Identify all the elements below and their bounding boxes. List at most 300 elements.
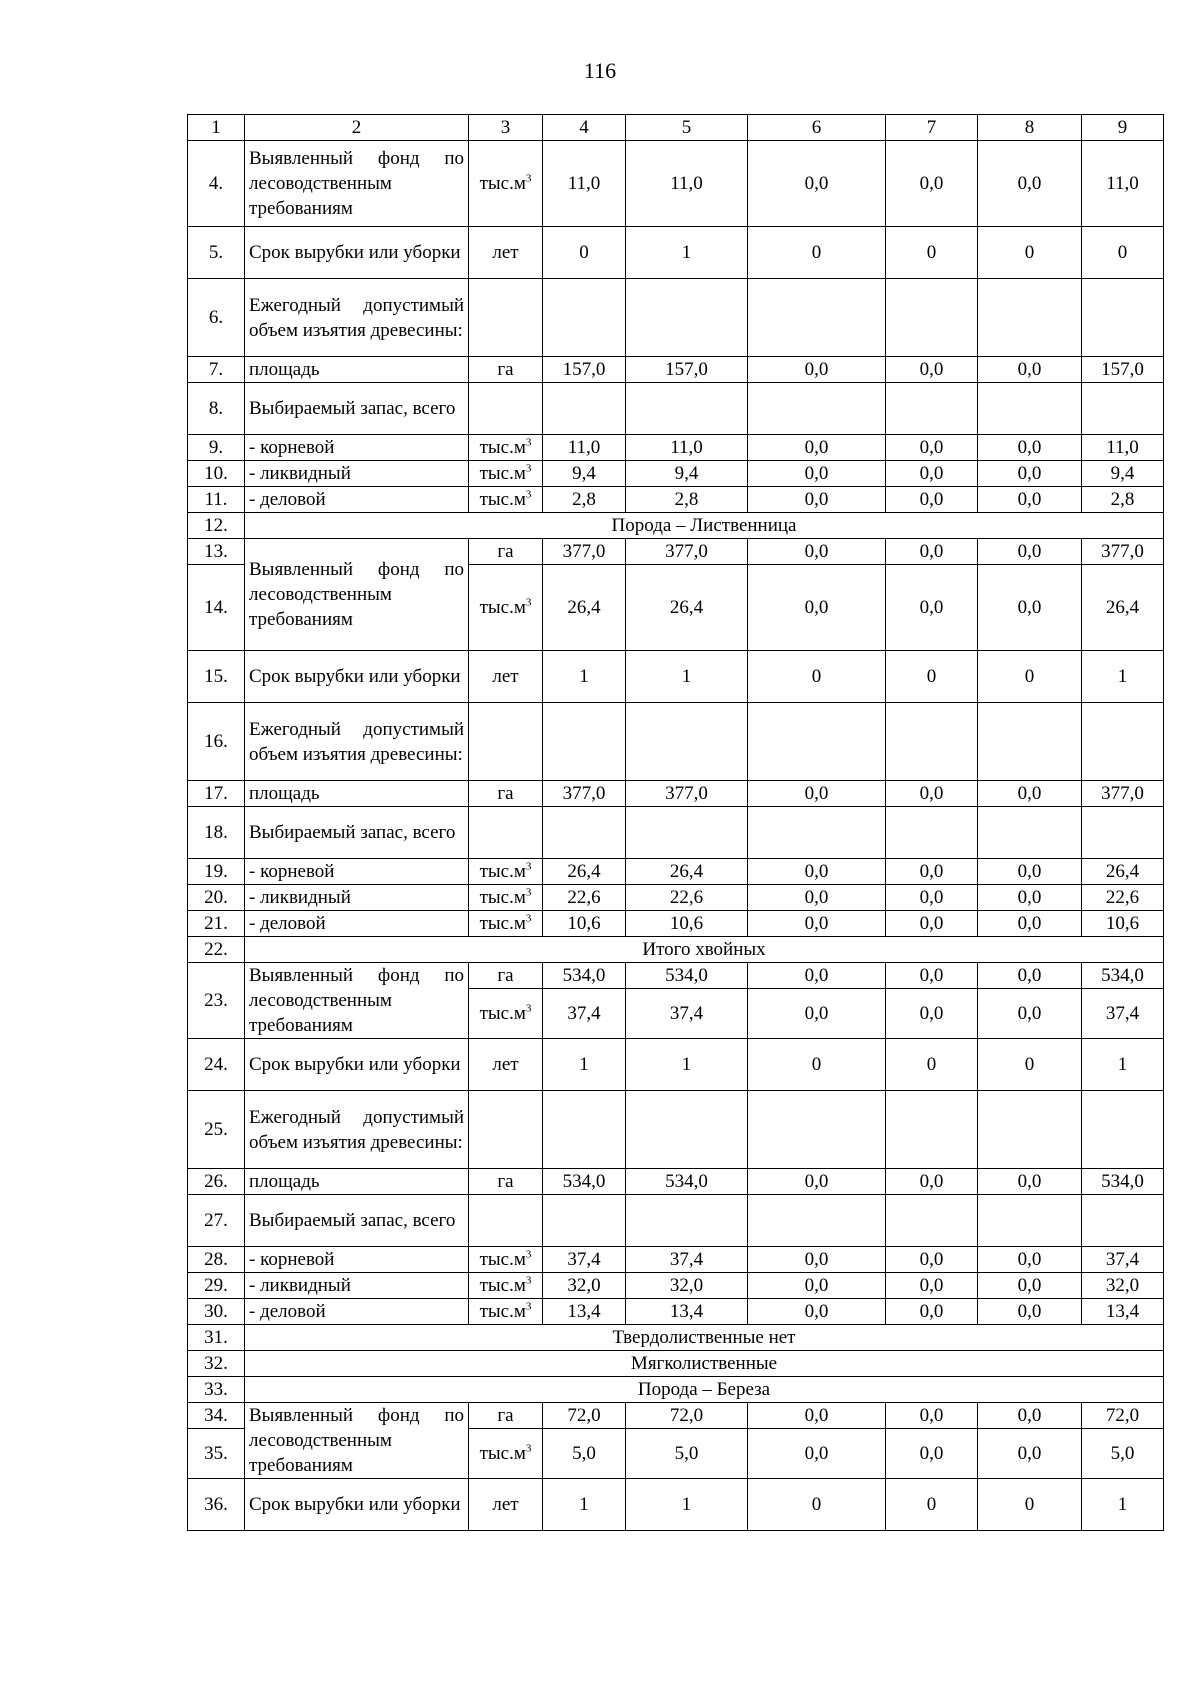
- value-cell: 0,0: [748, 885, 886, 911]
- unit-exponent: 3: [525, 886, 532, 899]
- value-cell: [886, 807, 978, 859]
- value-cell: 5,0: [626, 1429, 748, 1479]
- value-cell: 0,0: [748, 989, 886, 1039]
- row-number: 4.: [188, 141, 245, 227]
- value-cell: 0,0: [748, 859, 886, 885]
- value-cell: 2,8: [1082, 487, 1164, 513]
- value-cell: 0,0: [886, 911, 978, 937]
- value-cell: 37,4: [626, 989, 748, 1039]
- value-cell: 11,0: [543, 435, 626, 461]
- value-cell: 0,0: [886, 487, 978, 513]
- unit-cell: [469, 1247, 543, 1273]
- section-title: Мягколиственные: [245, 1351, 1164, 1377]
- value-cell: 0,0: [886, 859, 978, 885]
- value-cell: 534,0: [626, 963, 748, 989]
- row-label: площадь: [245, 1169, 469, 1195]
- row-number: 25.: [188, 1091, 245, 1169]
- section-title: Твердолиственные нет: [245, 1325, 1164, 1351]
- value-cell: 10,6: [626, 911, 748, 937]
- value-cell: [626, 703, 748, 781]
- value-cell: 9,4: [1082, 461, 1164, 487]
- table-row: [188, 963, 1164, 989]
- table-row: [188, 279, 1164, 357]
- value-cell: [543, 383, 626, 435]
- value-cell: [1082, 279, 1164, 357]
- value-cell: [543, 1091, 626, 1169]
- value-cell: 1: [1082, 1039, 1164, 1091]
- table-row: [188, 807, 1164, 859]
- value-cell: 0,0: [886, 141, 978, 227]
- unit-cell: [469, 781, 543, 807]
- value-cell: [543, 703, 626, 781]
- row-label: - ликвидный: [245, 1273, 469, 1299]
- value-cell: 22,6: [543, 885, 626, 911]
- value-cell: [886, 1091, 978, 1169]
- value-cell: 0,0: [748, 461, 886, 487]
- row-number: 22.: [188, 937, 245, 963]
- row-number: 28.: [188, 1247, 245, 1273]
- value-cell: 0,0: [978, 885, 1082, 911]
- row-label: - ликвидный: [245, 885, 469, 911]
- value-cell: 0,0: [886, 989, 978, 1039]
- row-label: площадь: [245, 357, 469, 383]
- section-row: [188, 937, 1164, 963]
- table-row: [188, 227, 1164, 279]
- row-number: 15.: [188, 651, 245, 703]
- table-row: [188, 781, 1164, 807]
- row-label: Выбираемый запас, всего: [245, 383, 469, 435]
- value-cell: 0,0: [978, 1429, 1082, 1479]
- unit-exponent: 3: [525, 1442, 532, 1455]
- unit-cell: [469, 963, 543, 989]
- value-cell: [626, 383, 748, 435]
- value-cell: 0: [978, 1039, 1082, 1091]
- value-cell: [978, 1091, 1082, 1169]
- unit-cell: [469, 487, 543, 513]
- unit-cell: [469, 1039, 543, 1091]
- value-cell: 72,0: [626, 1403, 748, 1429]
- header-cell: 1: [188, 115, 245, 141]
- unit-exponent: 3: [525, 912, 532, 925]
- row-number: 34.: [188, 1403, 245, 1429]
- row-number: 36.: [188, 1479, 245, 1531]
- unit-cell: [469, 565, 543, 651]
- header-cell: 6: [748, 115, 886, 141]
- value-cell: [748, 1091, 886, 1169]
- value-cell: [1082, 1091, 1164, 1169]
- value-cell: 37,4: [1082, 1247, 1164, 1273]
- section-row: [188, 513, 1164, 539]
- value-cell: 0,0: [748, 781, 886, 807]
- section-title: Итого хвойных: [245, 937, 1164, 963]
- header-cell: 8: [978, 115, 1082, 141]
- table-row: [188, 435, 1164, 461]
- table-row: [188, 1299, 1164, 1325]
- value-cell: [978, 383, 1082, 435]
- value-cell: [748, 383, 886, 435]
- value-cell: 11,0: [626, 435, 748, 461]
- value-cell: 0,0: [886, 1273, 978, 1299]
- value-cell: 0,0: [886, 539, 978, 565]
- value-cell: 13,4: [1082, 1299, 1164, 1325]
- unit-text: тыс.м: [479, 887, 526, 908]
- row-number: 23.: [188, 963, 245, 1039]
- value-cell: 157,0: [626, 357, 748, 383]
- unit-cell: [469, 1479, 543, 1531]
- row-number: 27.: [188, 1195, 245, 1247]
- value-cell: 0: [543, 227, 626, 279]
- unit-cell: [469, 703, 543, 781]
- row-number: 35.: [188, 1429, 245, 1479]
- unit-text: тыс.м: [479, 1249, 526, 1270]
- table-row: [188, 1195, 1164, 1247]
- table-row: [188, 1169, 1164, 1195]
- value-cell: [543, 1195, 626, 1247]
- value-cell: 1: [626, 227, 748, 279]
- row-label: Выбираемый запас, всего: [245, 807, 469, 859]
- unit-text: га: [497, 1171, 514, 1192]
- value-cell: 72,0: [1082, 1403, 1164, 1429]
- value-cell: 0,0: [978, 357, 1082, 383]
- value-cell: 377,0: [543, 539, 626, 565]
- value-cell: [978, 1195, 1082, 1247]
- value-cell: 0,0: [886, 781, 978, 807]
- value-cell: 5,0: [1082, 1429, 1164, 1479]
- row-number: 32.: [188, 1351, 245, 1377]
- unit-text: тыс.м: [479, 1003, 526, 1024]
- row-number: 33.: [188, 1377, 245, 1403]
- unit-text: га: [497, 541, 514, 562]
- value-cell: 11,0: [543, 141, 626, 227]
- value-cell: 0,0: [978, 1299, 1082, 1325]
- unit-cell: [469, 807, 543, 859]
- row-label: - деловой: [245, 1299, 469, 1325]
- value-cell: 0,0: [978, 461, 1082, 487]
- value-cell: 377,0: [1082, 781, 1164, 807]
- value-cell: 0,0: [978, 911, 1082, 937]
- value-cell: 0,0: [886, 565, 978, 651]
- value-cell: 2,8: [543, 487, 626, 513]
- value-cell: 0,0: [978, 1403, 1082, 1429]
- value-cell: [626, 1195, 748, 1247]
- value-cell: 157,0: [1082, 357, 1164, 383]
- value-cell: [748, 703, 886, 781]
- value-cell: 32,0: [626, 1273, 748, 1299]
- header-cell: 3: [469, 115, 543, 141]
- unit-text: лет: [492, 242, 519, 263]
- value-cell: 1: [626, 1039, 748, 1091]
- unit-cell: [469, 1403, 543, 1429]
- value-cell: 0,0: [748, 1273, 886, 1299]
- page-number: 116: [583, 58, 617, 83]
- value-cell: 26,4: [1082, 565, 1164, 651]
- table-row: [188, 911, 1164, 937]
- unit-exponent: 3: [525, 172, 532, 185]
- unit-cell: [469, 911, 543, 937]
- unit-text: лет: [492, 1054, 519, 1075]
- value-cell: 0: [886, 1039, 978, 1091]
- table-row: [188, 1091, 1164, 1169]
- header-row: [188, 115, 1164, 141]
- row-number: 20.: [188, 885, 245, 911]
- row-number: 9.: [188, 435, 245, 461]
- row-label: - корневой: [245, 859, 469, 885]
- value-cell: 10,6: [1082, 911, 1164, 937]
- unit-text: га: [497, 1405, 514, 1426]
- row-label: Ежегодный допустимый объем изъятия древесины:: [245, 279, 469, 357]
- value-cell: 0,0: [886, 435, 978, 461]
- value-cell: 0,0: [886, 1169, 978, 1195]
- table-row: [188, 383, 1164, 435]
- row-number: 26.: [188, 1169, 245, 1195]
- value-cell: 11,0: [626, 141, 748, 227]
- table-row: [188, 1479, 1164, 1531]
- unit-cell: [469, 1169, 543, 1195]
- value-cell: 32,0: [543, 1273, 626, 1299]
- row-number: 24.: [188, 1039, 245, 1091]
- unit-cell: [469, 1091, 543, 1169]
- value-cell: 0,0: [978, 781, 1082, 807]
- value-cell: 72,0: [543, 1403, 626, 1429]
- value-cell: 534,0: [1082, 963, 1164, 989]
- row-number: 8.: [188, 383, 245, 435]
- value-cell: 0,0: [978, 859, 1082, 885]
- unit-exponent: 3: [525, 436, 532, 449]
- value-cell: 11,0: [1082, 435, 1164, 461]
- value-cell: 0: [748, 651, 886, 703]
- value-cell: 1: [543, 1479, 626, 1531]
- row-number: 10.: [188, 461, 245, 487]
- value-cell: [886, 1195, 978, 1247]
- value-cell: 377,0: [1082, 539, 1164, 565]
- value-cell: 0,0: [886, 885, 978, 911]
- value-cell: [543, 807, 626, 859]
- unit-text: тыс.м: [479, 913, 526, 934]
- unit-text: тыс.м: [479, 437, 526, 458]
- value-cell: 1: [626, 651, 748, 703]
- value-cell: 0: [748, 227, 886, 279]
- unit-cell: [469, 989, 543, 1039]
- value-cell: 32,0: [1082, 1273, 1164, 1299]
- value-cell: 26,4: [626, 565, 748, 651]
- value-cell: 0,0: [886, 357, 978, 383]
- unit-cell: [469, 357, 543, 383]
- value-cell: [978, 703, 1082, 781]
- table-row: [188, 1247, 1164, 1273]
- table-row: [188, 357, 1164, 383]
- unit-text: лет: [492, 1494, 519, 1515]
- table-row: [188, 651, 1164, 703]
- unit-cell: [469, 279, 543, 357]
- value-cell: 534,0: [1082, 1169, 1164, 1195]
- row-label: - ликвидный: [245, 461, 469, 487]
- row-number: 31.: [188, 1325, 245, 1351]
- row-label: - корневой: [245, 435, 469, 461]
- value-cell: 37,4: [1082, 989, 1164, 1039]
- value-cell: [978, 279, 1082, 357]
- value-cell: 0: [748, 1479, 886, 1531]
- value-cell: [748, 807, 886, 859]
- row-number: 14.: [188, 565, 245, 651]
- value-cell: 0,0: [886, 1429, 978, 1479]
- row-number: 6.: [188, 279, 245, 357]
- table-row: [188, 1273, 1164, 1299]
- forest-table: [187, 114, 1164, 1531]
- table-row: [188, 703, 1164, 781]
- unit-cell: [469, 461, 543, 487]
- value-cell: 377,0: [626, 539, 748, 565]
- value-cell: 37,4: [543, 1247, 626, 1273]
- value-cell: 26,4: [626, 859, 748, 885]
- row-number: 29.: [188, 1273, 245, 1299]
- section-title: Порода – Береза: [245, 1377, 1164, 1403]
- value-cell: 1: [543, 651, 626, 703]
- value-cell: 0,0: [978, 989, 1082, 1039]
- value-cell: 0,0: [748, 435, 886, 461]
- unit-text: тыс.м: [479, 1275, 526, 1296]
- row-label: площадь: [245, 781, 469, 807]
- value-cell: 37,4: [543, 989, 626, 1039]
- unit-cell: [469, 539, 543, 565]
- unit-cell: [469, 1273, 543, 1299]
- table-row: [188, 539, 1164, 565]
- table-row: [188, 859, 1164, 885]
- value-cell: [886, 703, 978, 781]
- row-number: 5.: [188, 227, 245, 279]
- row-label: Выявленный фонд по лесоводственным требованиям: [245, 141, 469, 227]
- unit-exponent: 3: [525, 1300, 532, 1313]
- value-cell: 0,0: [978, 1169, 1082, 1195]
- table-row: [188, 487, 1164, 513]
- header-cell: 9: [1082, 115, 1164, 141]
- row-label: - корневой: [245, 1247, 469, 1273]
- value-cell: 0,0: [748, 141, 886, 227]
- row-number: 13.: [188, 539, 245, 565]
- unit-exponent: 3: [525, 1274, 532, 1287]
- value-cell: 0,0: [748, 1299, 886, 1325]
- value-cell: [978, 807, 1082, 859]
- table-row: [188, 885, 1164, 911]
- value-cell: 22,6: [1082, 885, 1164, 911]
- unit-text: тыс.м: [479, 1443, 526, 1464]
- value-cell: 0: [1082, 227, 1164, 279]
- unit-cell: [469, 1195, 543, 1247]
- row-label: Срок вырубки или уборки: [245, 1479, 469, 1531]
- value-cell: 0: [748, 1039, 886, 1091]
- row-label: Ежегодный допустимый объем изъятия древесины:: [245, 703, 469, 781]
- row-number: 18.: [188, 807, 245, 859]
- value-cell: 26,4: [543, 565, 626, 651]
- value-cell: 0,0: [748, 487, 886, 513]
- value-cell: 0,0: [748, 963, 886, 989]
- value-cell: 0,0: [886, 461, 978, 487]
- value-cell: 0: [886, 227, 978, 279]
- row-number: 16.: [188, 703, 245, 781]
- unit-cell: [469, 383, 543, 435]
- value-cell: [626, 279, 748, 357]
- section-title: Порода – Лиственница: [245, 513, 1164, 539]
- value-cell: 0,0: [748, 1429, 886, 1479]
- value-cell: 0,0: [978, 487, 1082, 513]
- unit-exponent: 3: [525, 1248, 532, 1261]
- value-cell: [748, 1195, 886, 1247]
- value-cell: 2,8: [626, 487, 748, 513]
- value-cell: 0: [978, 227, 1082, 279]
- value-cell: 0,0: [748, 565, 886, 651]
- row-label: Выявленный фонд по лесоводственным требованиям: [245, 1403, 469, 1479]
- value-cell: 0,0: [886, 1247, 978, 1273]
- value-cell: 10,6: [543, 911, 626, 937]
- unit-cell: [469, 651, 543, 703]
- value-cell: 534,0: [543, 1169, 626, 1195]
- unit-text: тыс.м: [479, 489, 526, 510]
- value-cell: [748, 279, 886, 357]
- value-cell: [1082, 383, 1164, 435]
- value-cell: 157,0: [543, 357, 626, 383]
- value-cell: 0,0: [978, 539, 1082, 565]
- header-cell: 5: [626, 115, 748, 141]
- unit-text: лет: [492, 666, 519, 687]
- row-number: 11.: [188, 487, 245, 513]
- value-cell: 0: [886, 651, 978, 703]
- value-cell: 0,0: [978, 565, 1082, 651]
- unit-text: тыс.м: [479, 597, 526, 618]
- value-cell: 0,0: [748, 1403, 886, 1429]
- value-cell: 0,0: [748, 1247, 886, 1273]
- unit-exponent: 3: [525, 596, 532, 609]
- value-cell: 0: [886, 1479, 978, 1531]
- row-label: - деловой: [245, 487, 469, 513]
- value-cell: 9,4: [543, 461, 626, 487]
- row-label: Выявленный фонд по лесоводственным требованиям: [245, 963, 469, 1039]
- value-cell: 0,0: [978, 141, 1082, 227]
- row-label: Срок вырубки или уборки: [245, 1039, 469, 1091]
- value-cell: 9,4: [626, 461, 748, 487]
- unit-cell: [469, 885, 543, 911]
- row-number: 7.: [188, 357, 245, 383]
- table-row: [188, 461, 1164, 487]
- value-cell: 5,0: [543, 1429, 626, 1479]
- value-cell: 0: [978, 1479, 1082, 1531]
- value-cell: 1: [543, 1039, 626, 1091]
- value-cell: [1082, 1195, 1164, 1247]
- unit-cell: [469, 1429, 543, 1479]
- table-row: [188, 1039, 1164, 1091]
- value-cell: 0,0: [978, 1247, 1082, 1273]
- unit-exponent: 3: [525, 462, 532, 475]
- value-cell: [626, 1091, 748, 1169]
- table-row: [188, 141, 1164, 227]
- value-cell: 0,0: [886, 963, 978, 989]
- row-number: 12.: [188, 513, 245, 539]
- value-cell: 1: [1082, 651, 1164, 703]
- value-cell: 0,0: [748, 539, 886, 565]
- row-label: Ежегодный допустимый объем изъятия древесины:: [245, 1091, 469, 1169]
- header-cell: 4: [543, 115, 626, 141]
- header-cell: 2: [245, 115, 469, 141]
- row-label: Выявленный фонд по лесоводственным требованиям: [245, 539, 469, 651]
- row-label: Срок вырубки или уборки: [245, 227, 469, 279]
- value-cell: 0: [978, 651, 1082, 703]
- unit-text: тыс.м: [479, 1301, 526, 1322]
- row-number: 17.: [188, 781, 245, 807]
- section-row: [188, 1351, 1164, 1377]
- value-cell: 11,0: [1082, 141, 1164, 227]
- value-cell: 0,0: [886, 1299, 978, 1325]
- header-cell: 7: [886, 115, 978, 141]
- value-cell: 377,0: [626, 781, 748, 807]
- unit-text: га: [497, 783, 514, 804]
